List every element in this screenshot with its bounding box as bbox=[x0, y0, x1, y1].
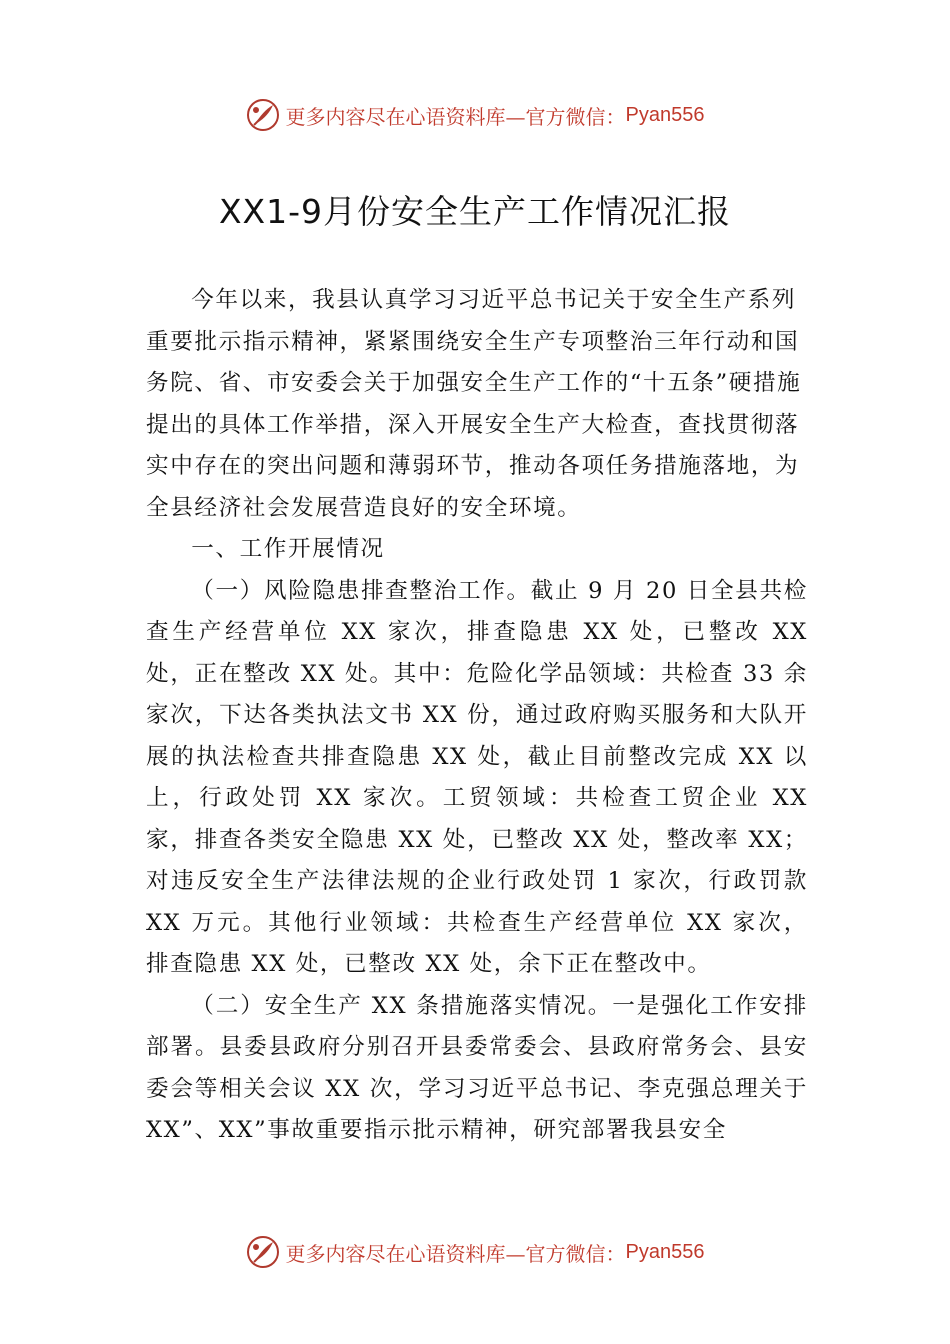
section-heading: 一、工作开展情况 bbox=[191, 536, 385, 562]
watermark-wechat-id: Pyan556 bbox=[625, 103, 705, 126]
watermark-text: 更多内容尽在心语资料库—官方微信： bbox=[285, 104, 626, 129]
subsection-2-paragraph: （二）安全生产 XX 条措施落实情况。一是强化工作安排部署。县委县政府分别召开县委常委会、县政府常务会、县安委会等相关会议 XX 次，学习习近平总书记、李克强总理关于 XX”、XX”事故重要指示批示精神，研究部署我县安全 bbox=[146, 992, 808, 1143]
quill-logo-icon bbox=[246, 1235, 280, 1269]
document-body bbox=[146, 280, 808, 1152]
quill-logo-icon bbox=[246, 98, 280, 132]
watermark-wechat-id: Pyan556 bbox=[625, 1240, 705, 1263]
watermark-footer bbox=[0, 1232, 950, 1272]
intro-paragraph: 今年以来，我县认真学习习近平总书记关于安全生产系列重要批示指示精神，紧紧围绕安全生产专项整治三年行动和国务院、省、市安委会关于加强安全生产工作的“十五条”硬措施提出的具体工作举措，深入开展安全生产大检查，查找贯彻落实中存在的突出问题和薄弱环节，推动各项任务措施落地，为全县经济社会发展营造良好的安全环境。 bbox=[146, 287, 802, 521]
document-title: XX1-9月份安全生产工作情况汇报 bbox=[218, 192, 732, 231]
watermark-text: 更多内容尽在心语资料库—官方微信： bbox=[285, 1241, 626, 1266]
watermark-header bbox=[0, 95, 950, 135]
subsection-1-paragraph: （一）风险隐患排查整治工作。截止 9 月 20 日全县共检查生产经营单位 XX 家次，排查隐患 XX 处，已整改 XX 处，正在整改 XX 处。其中：危险化学品领域：共检查 33 余家次，下达各类执法文书 XX 份，通过政府购买服务和大队开展的执法检查共排查隐患 XX 处，截止目前整改完成 XX 以上，行政处罚 XX 家次。工贸领域：共检查工贸企业 XX 家，排查各类安全隐患 XX 处，已整改 XX 处，整改率 XX； 对违反安全生产法律法规的企业行政处罚 1 家次，行政罚款 XX 万元。其他行业领域：共检查生产经营单位 XX 家次， 排查隐患 XX 处，已整改 XX 处，余下正在整改中。 bbox=[146, 577, 808, 977]
